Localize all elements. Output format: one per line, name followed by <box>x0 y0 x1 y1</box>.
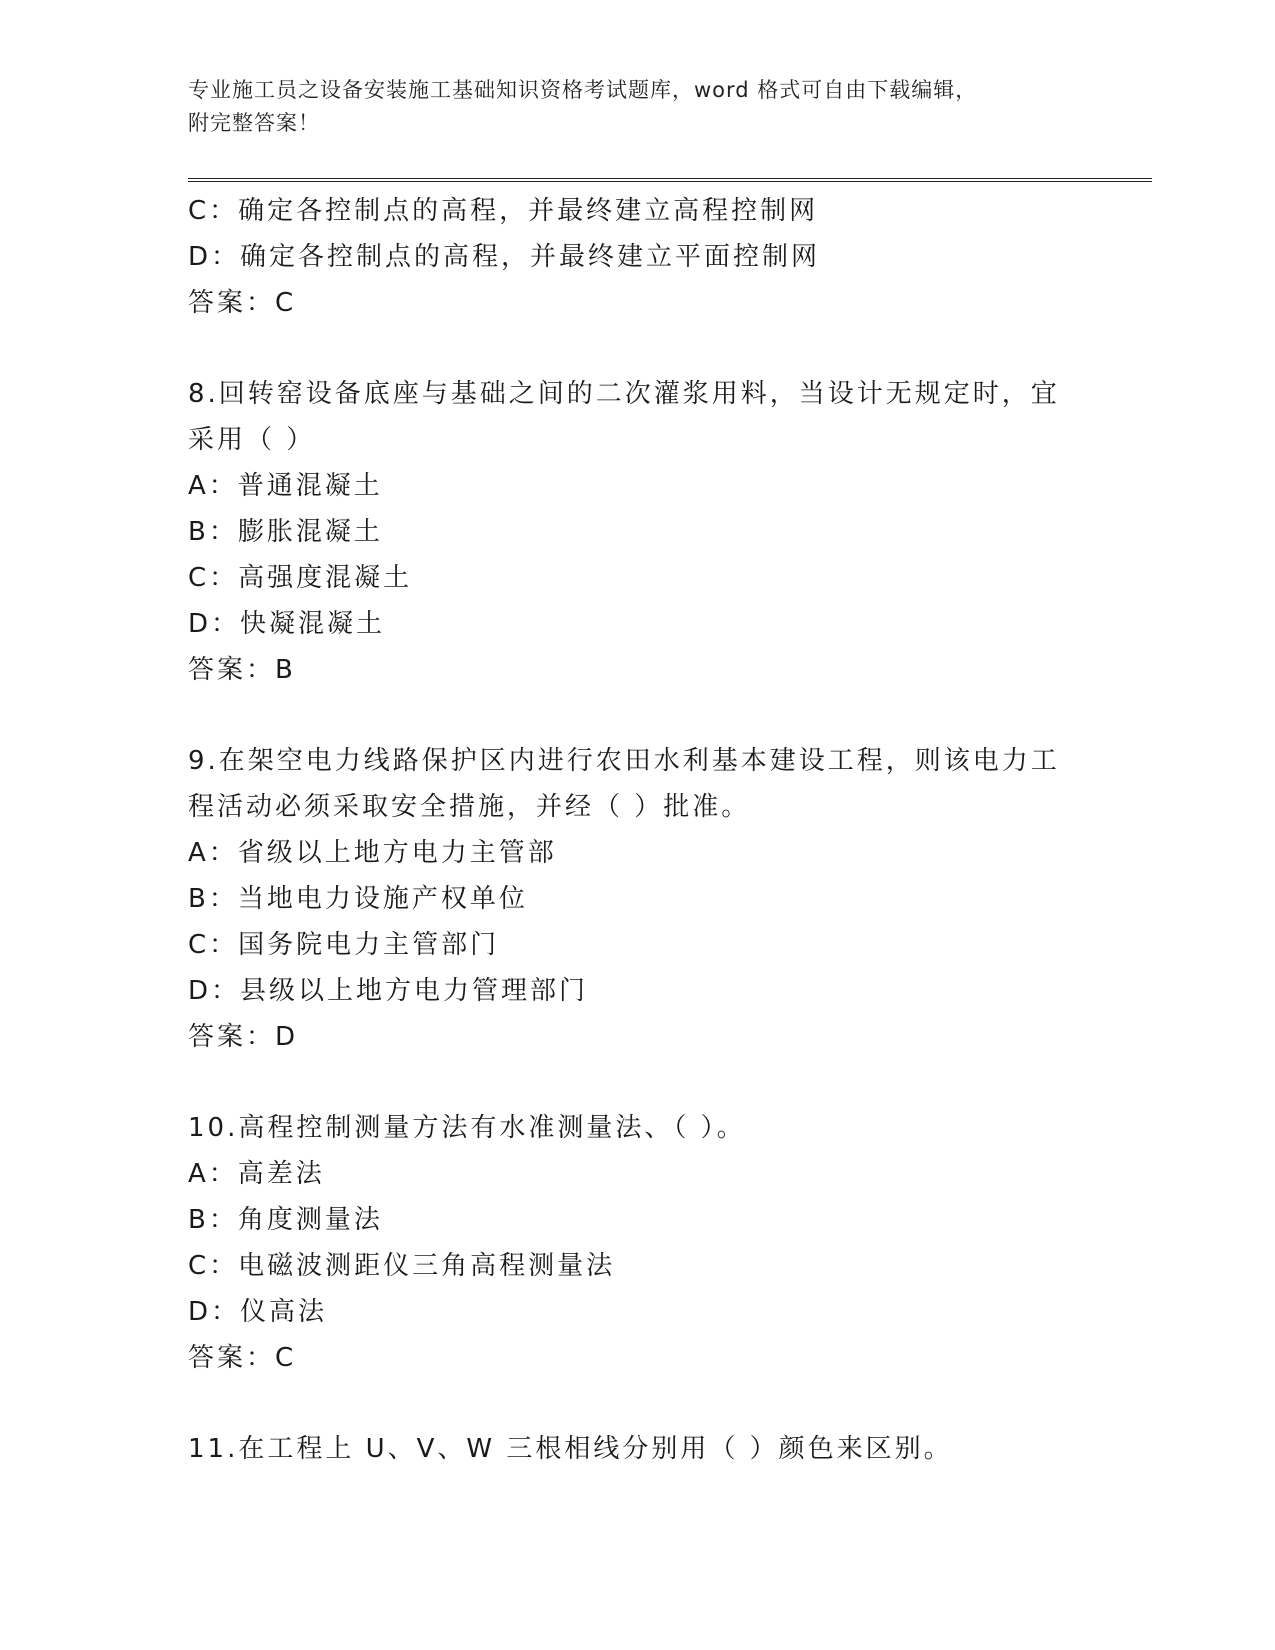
answer-line: 答案：C <box>188 1343 297 1373</box>
header-line-1: 专业施工员之设备安装施工基础知识资格考试题库，word 格式可自由下载编辑， <box>188 78 978 102</box>
option-c: C：国务院电力主管部门 <box>188 930 500 960</box>
option-a: A：普通混凝土 <box>188 471 383 501</box>
question-stem: 11.在工程上 U、V、W 三根相线分别用（ ）颜色来区别。 <box>188 1434 953 1464</box>
question-stem: 8.回转窑设备底座与基础之间的二次灌浆用料，当设计无规定时，宜 <box>188 379 1060 409</box>
option-c: C：确定各控制点的高程，并最终建立高程控制网 <box>188 196 819 226</box>
question-stem: 9.在架空电力线路保护区内进行农田水利基本建设工程，则该电力工 <box>188 746 1060 776</box>
question-content <box>188 188 1088 1472</box>
option-b: B：当地电力设施产权单位 <box>188 884 528 914</box>
question-stem: 采用（ ） <box>188 425 316 455</box>
question-10 <box>188 1105 1088 1381</box>
option-c: C：高强度混凝土 <box>188 563 413 593</box>
question-stem: 程活动必须采取安全措施，并经（ ）批准。 <box>188 792 751 822</box>
question-stem: 10.高程控制测量方法有水准测量法、（ ）。 <box>188 1113 746 1143</box>
question-11 <box>188 1426 1088 1472</box>
option-b: B：膨胀混凝土 <box>188 517 383 547</box>
option-a: A：高差法 <box>188 1159 325 1189</box>
header-double-rule <box>188 178 1152 182</box>
question-8 <box>188 371 1088 693</box>
option-c: C：电磁波测距仪三角高程测量法 <box>188 1251 616 1281</box>
answer-line: 答案：C <box>188 288 297 318</box>
question-9 <box>188 738 1088 1060</box>
document-header <box>188 74 1068 140</box>
option-a: A：省级以上地方电力主管部 <box>188 838 557 868</box>
option-b: B：角度测量法 <box>188 1205 383 1235</box>
option-d: D：确定各控制点的高程，并最终建立平面控制网 <box>188 242 821 272</box>
prev-question <box>188 188 1088 326</box>
answer-line: 答案：D <box>188 1022 299 1052</box>
option-d: D：仪高法 <box>188 1297 328 1327</box>
option-d: D：县级以上地方电力管理部门 <box>188 976 589 1006</box>
answer-line: 答案：B <box>188 655 296 685</box>
header-line-2: 附完整答案！ <box>188 111 320 135</box>
option-d: D：快凝混凝土 <box>188 609 386 639</box>
